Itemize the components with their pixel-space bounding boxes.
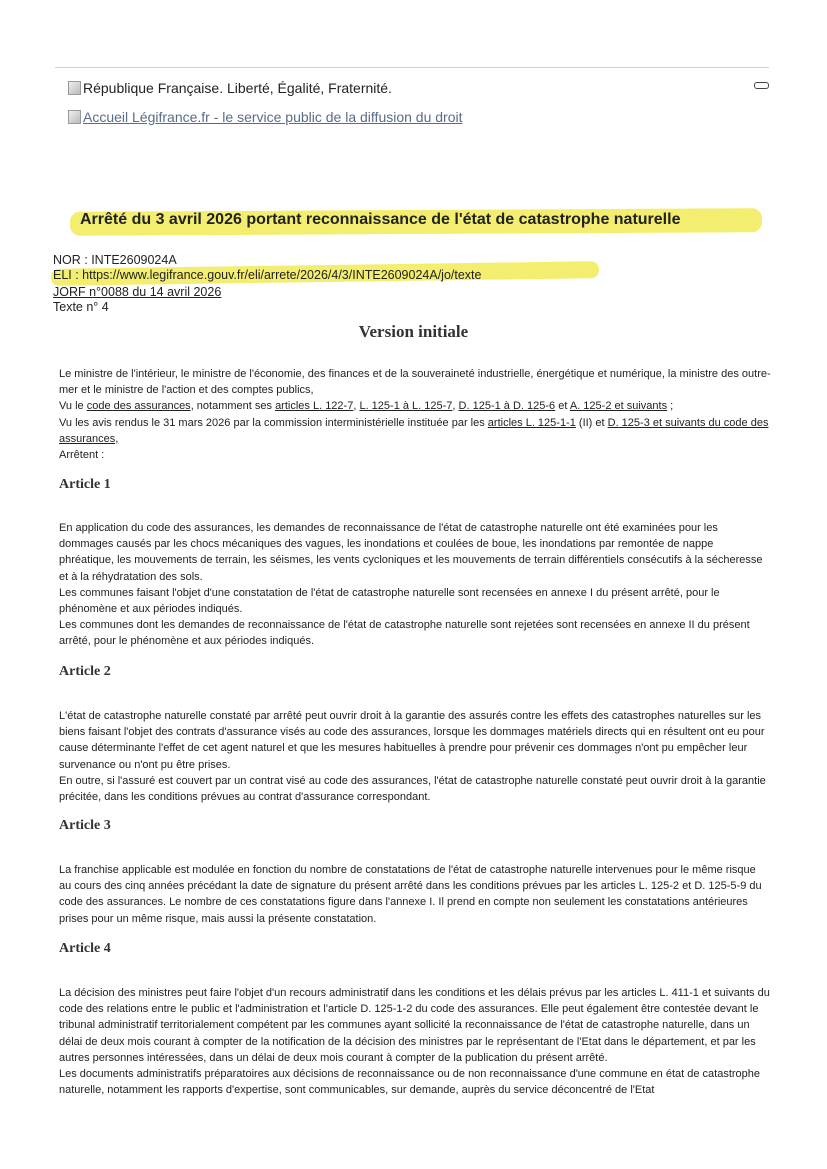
preamble-vu-code xyxy=(59,398,771,414)
article-paragraph: Les documents administratifs préparatoires aux décisions de reconnaissance ou de non reconnaissance d'une commune en état de catastrophe naturelle, notamment les rapports d'expertise, sont communicables, sur demande, auprès du service déconcentré de l'Etat xyxy=(59,1068,761,1097)
broken-image-icon xyxy=(68,81,81,95)
vu-text: Vu les avis rendus le 31 mars 2026 par la commission interministérielle instituée par les xyxy=(59,416,488,429)
article-paragraph: La décision des ministres peut faire l'objet d'un recours administratif dans les conditions et les délais prévus par les articles L. 411-1 et suivants du code des relations entre le public et l'administration et l'article D. 125-1-2 du code des assurances. Elle peut également être contestée devant le tribunal administratif territorialement compétent par les communes ayant sollicité la reconnaissance de l'état de catastrophe naturelle, dans un délai de deux mois courant à compter de la notification de la décision des ministres par le représentant de l'Etat dans le département, et par les autres personnes intéressées, dans un délai de deux mois courant à compter de la publication du présent arrêté. xyxy=(59,987,770,1064)
republique-francaise-alt: République Française. Liberté, Égalité, Fraternité. xyxy=(83,80,392,96)
jorf-link[interactable]: JORF n°0088 du 14 avril 2026 xyxy=(53,285,222,299)
article-paragraph: En application du code des assurances, les demandes de reconnaissance de l'état de catastrophe naturelle ont été examinées pour les dommages causés par les chocs mécaniques des vagues, les inondations et coulées de boue, les inondations par remontée de nappe phréatique, les mouvements de terrain, les séismes, les vents cycloniques et les mouvements de terrain différentiels consécutifs à la sécheresse et à la réhydratation des sols. xyxy=(59,522,763,583)
menu-toggle-icon[interactable] xyxy=(754,82,769,89)
version-heading: Version initiale xyxy=(358,322,469,341)
preamble xyxy=(59,366,771,463)
code-assurances-link[interactable]: code des assurances xyxy=(86,400,191,413)
article-paragraph: Les communes faisant l'objet d'une constatation de l'état de catastrophe naturelle sont recensées en annexe I du présent arrêté, pour le phénomène et aux périodes indiqués. xyxy=(59,586,720,616)
texte-number: Texte n° 4 xyxy=(53,300,109,314)
article-l122-7-link[interactable]: articles L. 122-7 xyxy=(275,400,354,413)
article-paragraph: L'état de catastrophe naturelle constaté par arrêté peut ouvrir droit à la garantie des assurés contre les effets des catastrophes naturelles sur les biens faisant l'objet des contrats d'assurance visés au code des assurances, lorsque les dommages matériels directs qui en résultent ont eu pour cause déterminante l'effet de cet agent naturel et que les mesures habituelles à prendre pour prévenir ces dommages n'ont pu empêcher leur survenance ou n'ont pu être prises. xyxy=(59,710,765,771)
article-1-body xyxy=(59,520,771,650)
broken-image-icon xyxy=(68,110,81,124)
preamble-ministers: Le ministre de l'intérieur, le ministre de l'économie, des finances et de la souveraineté industrielle, énergétique et numérique, la ministre des outre-mer et le ministre de l'action et des comptes publics, xyxy=(59,368,771,397)
vu-text: , xyxy=(452,400,459,413)
article-paragraph: La franchise applicable est modulée en fonction du nombre de constatations de l'état de catastrophe naturelle intervenues pour le même risque au cours des cinq années précédant la date de signature du présent arrêté dans les conditions prévues par les articles L. 125-2 et D. 125-5-9 du code des assurances. Le nombre de ces constatations figure dans l'annexe I. Il prend en compte non seulement les constatations antérieures prises pour un même risque, mais aussi la présente constatation. xyxy=(59,864,762,925)
preamble-vu-avis xyxy=(59,415,771,447)
article-4-heading: Article 4 xyxy=(59,941,111,956)
article-3-body xyxy=(59,862,771,927)
article-paragraph: Les communes dont les demandes de reconnaissance de l'état de catastrophe naturelle sont rejetées sont recensées en annexe II du présent arrêté, pour le phénomène et aux périodes indiqués. xyxy=(59,619,750,648)
eli-reference: ELI : https://www.legifrance.gouv.fr/eli/arrete/2026/4/3/INTE2609024A/jo/texte xyxy=(53,268,482,282)
article-4-body xyxy=(59,985,771,1098)
legifrance-home-link[interactable] xyxy=(68,109,463,125)
article-1-heading: Article 1 xyxy=(59,477,111,492)
article-a125-2-link[interactable]: A. 125-2 et suivants xyxy=(569,400,668,413)
article-l125-1-1-link[interactable]: articles L. 125-1-1 xyxy=(487,416,576,429)
nor-reference: NOR : INTE2609024A xyxy=(53,253,177,267)
vu-text: (II) et xyxy=(575,416,608,429)
page-title xyxy=(70,208,762,236)
article-2-body xyxy=(59,708,771,805)
article-paragraph: En outre, si l'assuré est couvert par un contrat visé au code des assurances, l'état de catastrophe naturelle constaté peut ouvrir droit à la garantie précitée, dans les conditions prévues au contrat d'assurance correspondant. xyxy=(59,774,766,804)
vu-text: , xyxy=(353,400,360,413)
article-2-heading: Article 2 xyxy=(59,664,111,679)
vu-text: et xyxy=(555,400,570,413)
article-d125-3-link[interactable]: D. 125-3 et suivants du code des assurances, xyxy=(59,416,769,445)
vu-text: Vu le xyxy=(59,400,87,413)
page-title-text: Arrêté du 3 avril 2026 portant reconnaissance de l'état de catastrophe naturelle xyxy=(80,211,681,228)
vu-text: , notamment ses xyxy=(190,400,276,413)
article-3-heading: Article 3 xyxy=(59,818,111,833)
legifrance-home-label[interactable]: Accueil Légifrance.fr - le service public de la diffusion du droit xyxy=(83,109,463,125)
top-divider xyxy=(55,67,769,68)
vu-text: ; xyxy=(667,400,674,413)
article-l125-1-link[interactable]: L. 125-1 à L. 125-7 xyxy=(359,400,453,413)
republique-francaise-logo xyxy=(68,80,392,96)
arretent: Arrêtent : xyxy=(59,449,105,462)
article-d125-1-link[interactable]: D. 125-1 à D. 125-6 xyxy=(458,400,556,413)
